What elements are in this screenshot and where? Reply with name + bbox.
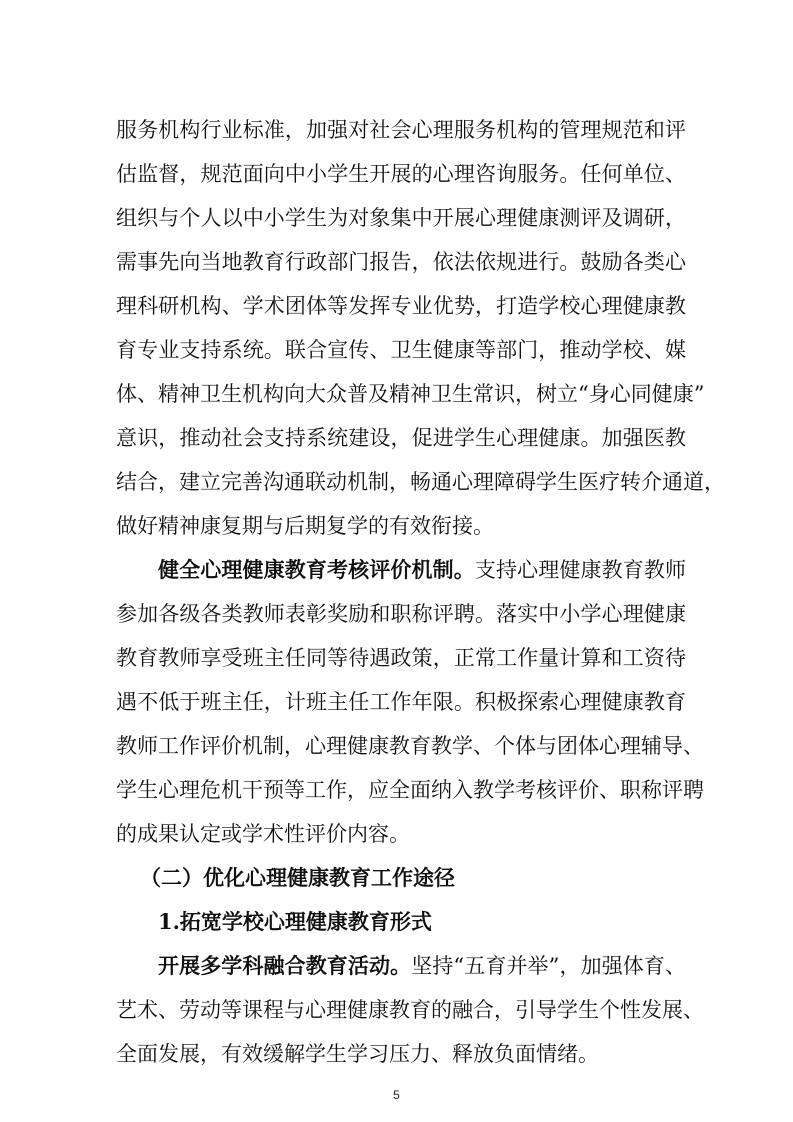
paragraph-line: 学生心理危机干预等工作，应全面纳入教学考核评价、职称评聘: [116, 778, 704, 802]
paragraph-line: 全面发展，有效缓解学生学习压力、释放负面情绪。: [116, 1042, 599, 1066]
page-number: 5: [393, 1088, 400, 1102]
paragraph-line: 结合，建立完善沟通联动机制，畅通心理障碍学生医疗转介通道，: [116, 470, 725, 494]
paragraph-text: 支持心理健康教育教师: [474, 558, 686, 582]
sub-heading: 1.拓宽学校心理健康教育形式: [158, 909, 432, 934]
paragraph-line: 教师工作评价机制，心理健康教育教学、个体与团体心理辅导、: [116, 734, 704, 758]
section-heading: （二）优化心理健康教育工作途径: [140, 865, 455, 890]
paragraph-line: 组织与个人以中小学生为对象集中开展心理健康测评及调研，: [116, 206, 686, 230]
paragraph-line: 体、精神卫生机构向大众普及精神卫生常识，树立“身心同健康”: [116, 382, 705, 406]
paragraph-line: 理科研机构、学术团体等发挥专业优势，打造学校心理健康教: [116, 294, 686, 318]
paragraph-line: 意识，推动社会支持系统建设，促进学生心理健康。加强医教: [116, 426, 686, 450]
paragraph-line: 需事先向当地教育行政部门报告，依法依规进行。鼓励各类心: [116, 250, 686, 274]
paragraph-line: 教育教师享受班主任同等待遇政策，正常工作量计算和工资待: [116, 646, 686, 670]
paragraph-line: 做好精神康复期与后期复学的有效衔接。: [116, 514, 494, 538]
paragraph-text: 坚持“五育并举”，加强体育、: [411, 954, 686, 978]
paragraph-line: 育专业支持系统。联合宣传、卫生健康等部门，推动学校、媒: [116, 338, 686, 362]
paragraph-line: 艺术、劳动等课程与心理健康教育的融合，引导学生个性发展、: [116, 998, 704, 1022]
paragraph-lead: 开展多学科融合教育活动。: [158, 953, 412, 978]
paragraph-lead: 健全心理健康教育考核评价机制。: [158, 557, 475, 582]
paragraph-line: 估监督，规范面向中小学生开展的心理咨询服务。任何单位、: [116, 162, 686, 186]
paragraph-first-line: [158, 550, 686, 590]
paragraph-line: 参加各级各类教师表彰奖励和职称评聘。落实中小学心理健康: [116, 602, 686, 626]
paragraph-line: 遇不低于班主任，计班主任工作年限。积极探索心理健康教育: [116, 690, 686, 714]
paragraph-line: 服务机构行业标准，加强对社会心理服务机构的管理规范和评: [116, 118, 686, 142]
paragraph-first-line: [158, 946, 686, 986]
paragraph-line: 的成果认定或学术性评价内容。: [116, 822, 410, 846]
